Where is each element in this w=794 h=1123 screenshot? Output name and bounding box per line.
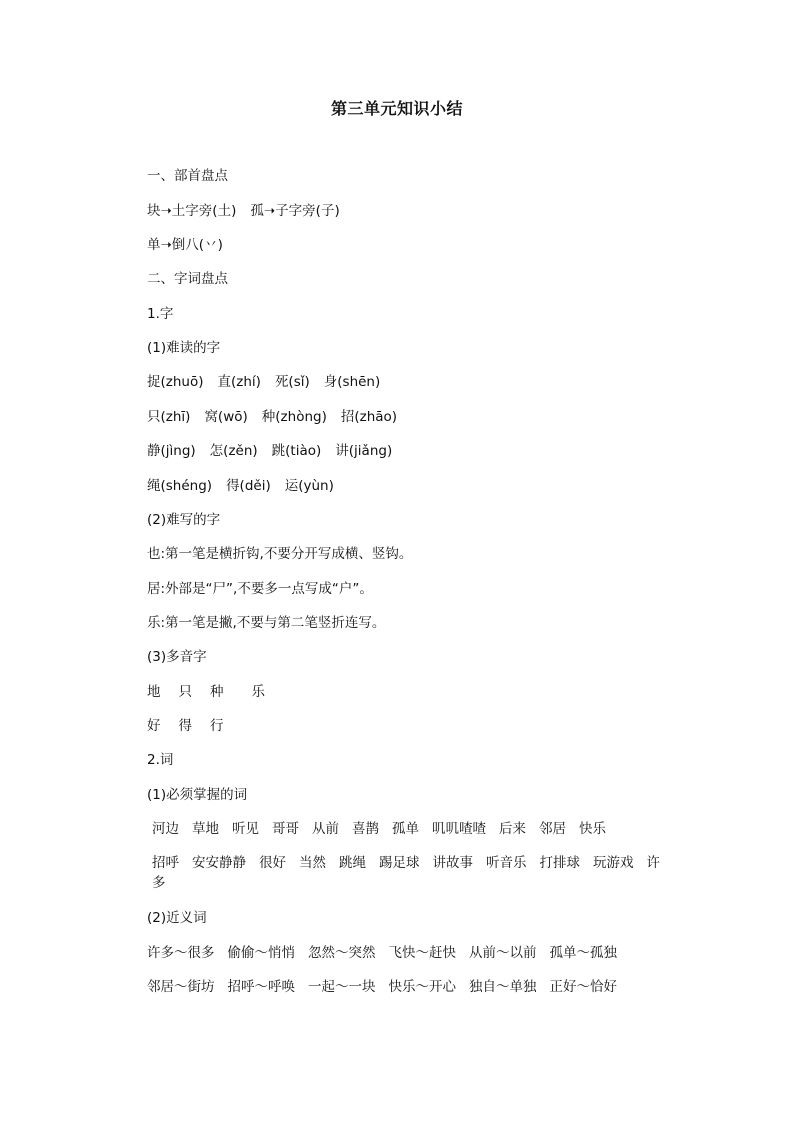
word-item: 听音乐 — [486, 855, 527, 871]
polyphone-heading: (3)多音字 — [147, 649, 207, 665]
word-item: 安安静静 — [192, 855, 246, 871]
char-heading: 1.字 — [147, 306, 174, 322]
polyphone-char: 好 — [147, 718, 161, 734]
hard-read-char: 怎(zěn) — [209, 443, 258, 459]
hard-write-item: 居:外部是“尸”,不要多一点写成“户”。 — [147, 581, 373, 597]
polyphone-row — [147, 716, 224, 736]
polyphone-char: 乐 — [251, 684, 265, 700]
hard-read-char: 得(děi) — [226, 478, 271, 494]
synonym-pair: 一起～一块 — [308, 979, 376, 995]
hard-read-char: 窝(wō) — [204, 409, 248, 425]
must-words-row — [152, 853, 672, 893]
word-item: 招呼 — [152, 855, 179, 871]
word-item: 听见 — [232, 821, 259, 837]
hard-read-heading: (1)难读的字 — [147, 340, 221, 356]
hard-read-row — [147, 441, 406, 461]
hard-read-row — [147, 476, 348, 496]
word-item: 草地 — [192, 821, 219, 837]
synonym-row — [147, 977, 617, 997]
synonym-heading: (2)近义词 — [147, 910, 207, 926]
word-item: 打排球 — [539, 855, 580, 871]
synonym-pair: 忽然～突然 — [308, 945, 376, 961]
synonym-pair: 飞快～赶快 — [388, 945, 456, 961]
polyphone-char: 行 — [210, 718, 224, 734]
word-item: 许多 — [152, 855, 660, 891]
polyphone-char: 地 — [147, 684, 161, 700]
must-heading: (1)必须掌握的词 — [147, 787, 248, 803]
synonym-pair: 邻居～街坊 — [147, 979, 215, 995]
word-item: 很好 — [259, 855, 286, 871]
polyphone-row — [147, 682, 265, 702]
word-item: 邻居 — [539, 821, 566, 837]
hard-read-char: 讲(jiǎng) — [335, 443, 393, 459]
synonym-pair: 孤单～孤独 — [549, 945, 617, 961]
words-heading: 二、字词盘点 — [147, 271, 228, 287]
hard-write-heading: (2)难写的字 — [147, 512, 221, 528]
hard-read-char: 只(zhī) — [147, 409, 191, 425]
synonym-pair: 快乐～开心 — [388, 979, 456, 995]
hard-read-char: 捉(zhuō) — [147, 374, 204, 390]
synonym-pair: 招呼～呼唤 — [227, 979, 295, 995]
word-item: 喜鹊 — [352, 821, 379, 837]
must-words-row — [152, 819, 606, 839]
synonym-pair: 独自～单独 — [469, 979, 537, 995]
polyphone-char: 只 — [178, 684, 192, 700]
hard-read-row — [147, 407, 411, 427]
word-item: 叽叽喳喳 — [432, 821, 486, 837]
hard-read-char: 直(zhí) — [217, 374, 261, 390]
polyphone-char: 得 — [178, 718, 192, 734]
hard-read-char: 绳(shéng) — [147, 478, 213, 494]
hard-read-char: 身(shēn) — [323, 374, 381, 390]
word-item: 玩游戏 — [593, 855, 634, 871]
hard-write-item: 乐:第一笔是撇,不要与第二笔竖折连写。 — [147, 615, 386, 631]
hard-read-char: 静(jìng) — [147, 443, 196, 459]
hard-read-char: 招(zhāo) — [340, 409, 398, 425]
word-item: 跳绳 — [339, 855, 366, 871]
radicals-line-1 — [147, 201, 340, 221]
word-item: 快乐 — [579, 821, 606, 837]
synonym-pair: 偷偷～悄悄 — [227, 945, 295, 961]
hard-read-char: 死(sǐ) — [274, 374, 310, 390]
radical-item-kuai: 块➝土字旁(土) — [147, 203, 237, 219]
hard-write-item: 也:第一笔是横折钩,不要分开写成横、竖钩。 — [147, 546, 413, 562]
word-item: 孤单 — [392, 821, 419, 837]
hard-read-char: 运(yùn) — [284, 478, 334, 494]
synonym-pair: 从前～以前 — [469, 945, 537, 961]
synonym-pair: 许多～很多 — [147, 945, 215, 961]
synonym-row — [147, 943, 617, 963]
word-item: 后来 — [499, 821, 526, 837]
word-item: 踢足球 — [379, 855, 420, 871]
hard-read-row — [147, 372, 394, 392]
word-item: 从前 — [312, 821, 339, 837]
hard-read-char: 跳(tiào) — [271, 443, 322, 459]
hard-read-char: 种(zhòng) — [261, 409, 327, 425]
radicals-line-2: 单➝倒八(丷) — [147, 237, 223, 253]
page-title: 第三单元知识小结 — [330, 99, 463, 118]
radical-item-gu: 孤➝子字旁(子) — [250, 203, 340, 219]
word-item: 讲故事 — [432, 855, 473, 871]
word-heading: 2.词 — [147, 752, 174, 768]
word-item: 哥哥 — [272, 821, 299, 837]
radicals-heading: 一、部首盘点 — [147, 168, 228, 184]
word-item: 河边 — [152, 821, 179, 837]
word-item: 当然 — [299, 855, 326, 871]
polyphone-char: 种 — [210, 684, 224, 700]
synonym-pair: 正好～恰好 — [549, 979, 617, 995]
